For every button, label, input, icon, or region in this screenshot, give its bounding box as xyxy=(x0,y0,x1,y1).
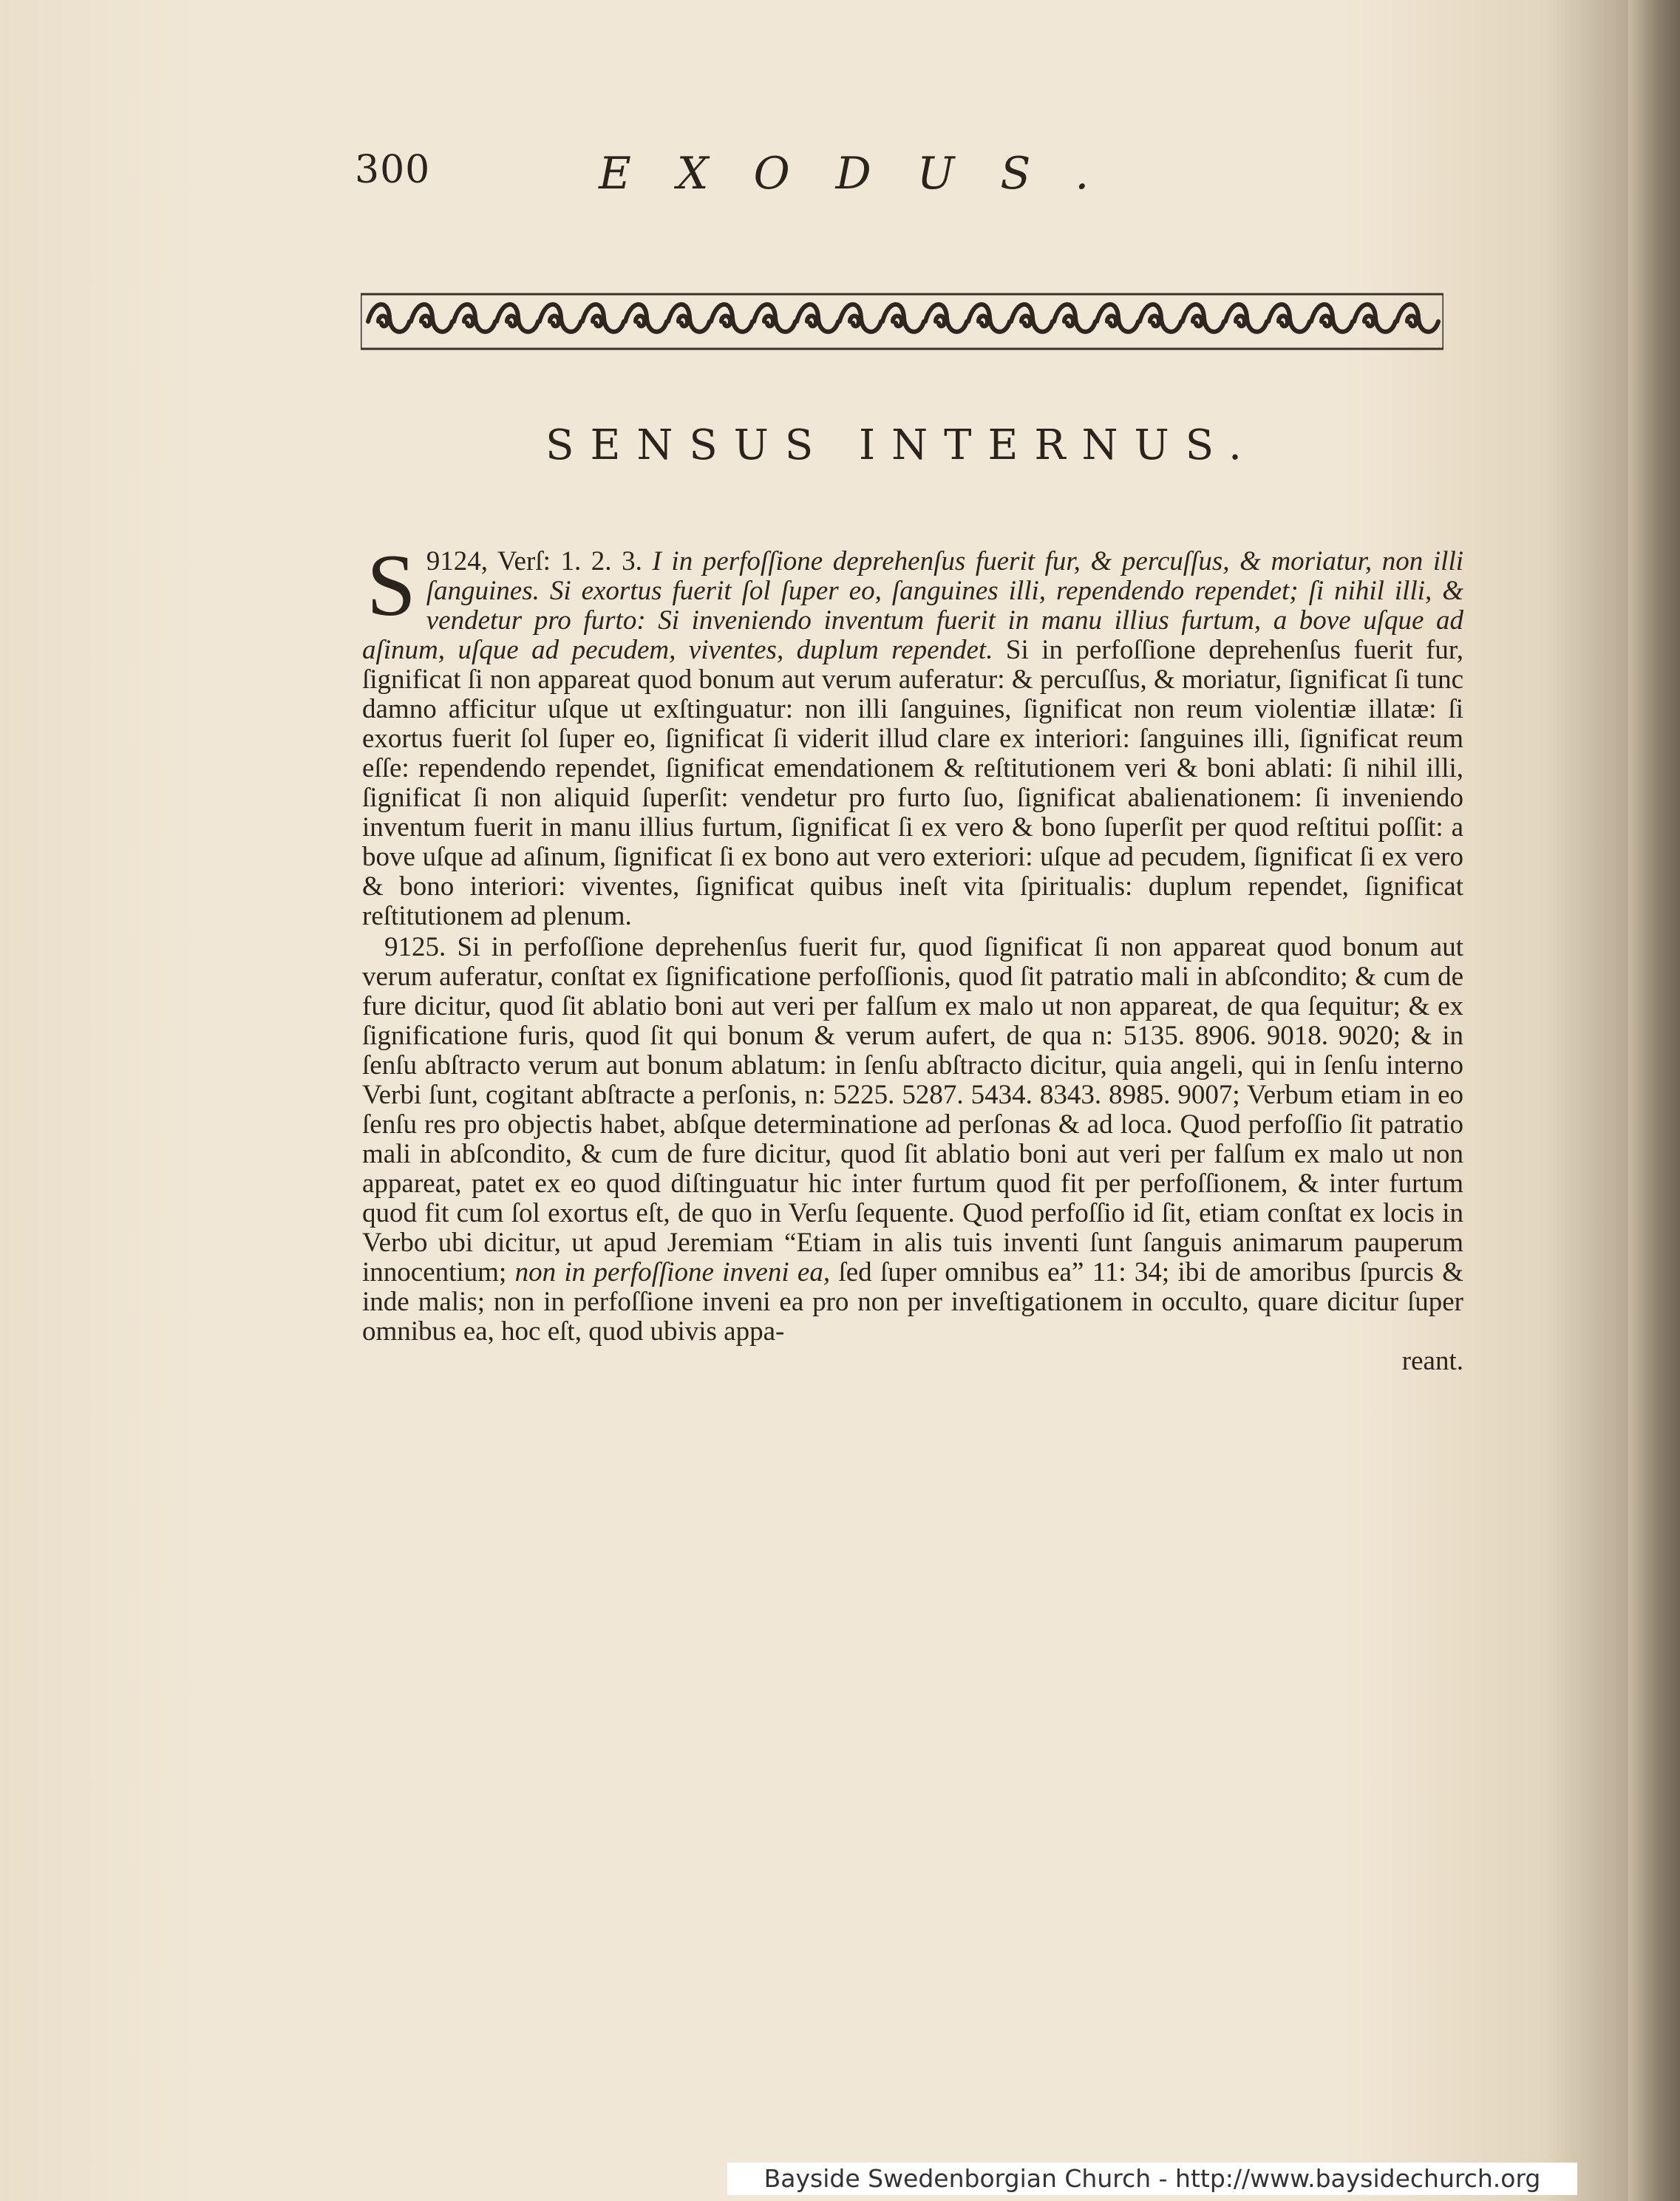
paragraph-9125-italic: non in perfoſſione inveni ea, xyxy=(514,1257,831,1287)
paragraph-9125 xyxy=(362,933,1463,1347)
book-spine-shadow xyxy=(1628,0,1680,2201)
paragraph-9125-text-b: ſed ſuper omnibus ea” 11: 34; ibi de amoribus ſpurcis & inde malis; non in perfoſſione inveni ea pro non per inveſtigationem in occulto, quare dicitur ſuper omnibus ea, hoc eſt, quod ubivis appa- xyxy=(362,1257,1463,1347)
verse-reference: 9124, Verſ: 1. 2. 3. xyxy=(426,546,642,576)
paragraph-9124-text: Si in perfoſſione deprehenſus fuerit fur, ſignificat ſi non appareat quod bonum aut verum auferatur: & percuſſus, & moriatur, ſignificat ſi tunc damno afficitur uſque ut exſtinguatur: non illi ſanguines, ſignificat non reum violentiæ illatæ: ſi exortus fuerit ſol ſuper eo, ſignificat ſi viderit illud clare ex interiori: ſanguines illi, ſignificat reum eſſe: rependendo rependet, ſignificat emendationem & reſtitutionem veri & boni ablati: ſi nihil illi, ſignificat ſi non aliquid ſuperſit: vendetur pro furto ſuo, ſignificat abalienationem: ſi inveniendo inventum fuerit in manu illius furtum, ſignificat ſi ex vero & bono ſuperſit per quod reſtitui poſſit: a bove uſque ad aſinum, ſignificat ſi ex bono aut vero exteriori: uſque ad pecudem, ſignificat ſi ex vero & bono interiori: viventes, ſignificat quibus ineſt vita ſpiritualis: duplum rependet, ſignificat reſtitutionem ad plenum. xyxy=(362,635,1463,931)
drop-cap: S xyxy=(367,536,416,634)
running-title: EXODUS. xyxy=(599,148,1135,200)
decorative-scroll-band-icon xyxy=(361,288,1443,355)
verse-quotation: I in perfoſſione deprehenſus fuerit fur, & percuſſus, & moriatur, non illi ſanguines. Si exortus fuerit ſol ſuper eo, ſanguines illi, rependendo rependet; ſi nihil illi, & vendetur pro furto: Si inveniendo inventum fuerit in manu illius furtum, a bove uſque ad aſinum, uſque ad pecudem, viventes, duplum rependet. xyxy=(362,546,1463,665)
page-number: 300 xyxy=(355,148,431,192)
page-header xyxy=(355,148,1441,214)
section-title: SENSUS INTERNUS. xyxy=(545,421,1258,469)
catchword: reant. xyxy=(1401,1346,1463,1376)
paragraph-9125-text-a: 9125. Si in perfoſſione deprehenſus fuerit fur, quod ſignificat ſi non appareat quod bonum aut verum auferatur, conſtat ex ſignificatione perfoſſionis, quod ſit patratio mali in abſcondito; & cum de fure dicitur, quod ſit ablatio boni aut veri per falſum ex malo ut non appareat, de qua ſequitur; & ex ſignificatione furis, quod ſit qui bonum & verum aufert, de qua n: 5135. 8906. 9018. 9020; & in ſenſu abſtracto verum aut bonum ablatum: in ſenſu abſtracto dicitur, quia angeli, qui in ſenſu interno Verbi ſunt, cogitant abſtracte a perſonis, n: 5225. 5287. 5434. 8343. 8985. 9007; Verbum etiam in eo ſenſu res pro objectis habet, abſque determinatione ad perſonas & ad loca. Quod perfoſſio ſit patratio mali in abſcondito, & cum de fure dicitur, quod ſit ablatio boni aut veri per falſum ex malo ut non appareat, patet ex eo quod diſtinguatur hic inter furtum quod fit per perfoſſionem, & inter furtum quod fit cum ſol exortus eſt, de quo in Verſu ſequente. Quod perfoſſio id ſit, etiam conſtat ex locis in Verbo ubi dicitur, ut apud Jeremiam “Etiam in alis tuis inventi ſunt ſanguis animarum pauperum innocentium; xyxy=(362,932,1463,1287)
main-text xyxy=(362,536,1463,1376)
watermark-banner: Bayside Swedenborgian Church - http://www.baysidechurch.org xyxy=(727,2163,1577,2195)
paragraph-9124 xyxy=(362,536,1463,931)
